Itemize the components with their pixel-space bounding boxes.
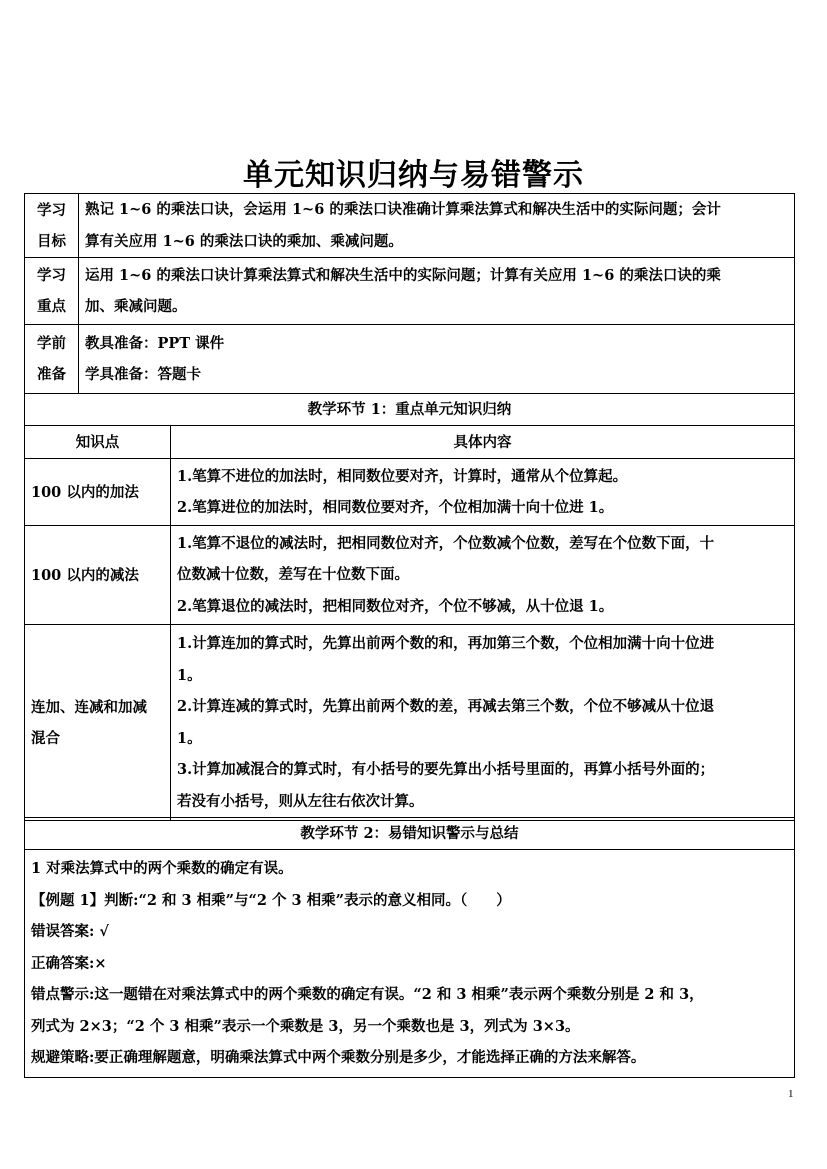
row-content: 运用 1~6 的乘法口诀计算乘法算式和解决生活中的实际问题；计算有关应用 1~6 的乘法口诀的乘 加、乘减问题。 <box>79 258 795 325</box>
content-cell: 1.笔算不退位的减法时，把相同数位对齐，个位数减个位数，差写在个位数下面，十 位数减十位数，差写在十位数下面。 2.笔算退位的减法时，把相同数位对齐，个位不够减，从十位退 1。 <box>171 526 795 625</box>
topic-cell: 100 以内的加法 <box>25 459 171 526</box>
column-header-row <box>25 426 795 459</box>
page-number: 1 <box>788 1088 794 1100</box>
intro-row-prep <box>25 325 795 394</box>
section-header: 教学环节 2：易错知识警示与总结 <box>25 818 795 850</box>
section-header-row <box>25 394 795 426</box>
column-header-content: 具体内容 <box>171 426 795 459</box>
section-header-row <box>25 818 795 850</box>
mistakes-table <box>24 817 795 1078</box>
intro-table <box>24 193 795 394</box>
table-row <box>25 459 795 526</box>
intro-row-focus <box>25 258 795 325</box>
row-content: 教具准备：PPT 课件 学具准备：答题卡 <box>79 325 795 394</box>
table-row <box>25 526 795 625</box>
row-label: 学习 目标 <box>25 194 79 258</box>
topic-cell: 100 以内的减法 <box>25 526 171 625</box>
mistake-content: 1 对乘法算式中的两个乘数的确定有误。 【例题 1】判断:“2 和 3 相乘”与“2 个 3 相乘”表示的意义相同。（ ） 错误答案: √ 正确答案:× 错点警示:这一题错在对乘法算式中的两个乘数的确定有误。“2 和 3 相乘”表示两个乘数分别是 2 和 3， 列式为 2×3；“2 个 3 相乘”表示一个乘数是 3，另一个乘数也是 3，列式为 3×3。 规避策略:要正确理解题意，明确乘法算式中两个乘数分别是多少，才能选择正确的方法来解答。 <box>25 850 795 1078</box>
knowledge-table <box>24 393 795 821</box>
intro-row-goal <box>25 194 795 258</box>
section-header: 教学环节 1：重点单元知识归纳 <box>25 394 795 426</box>
column-header-topic: 知识点 <box>25 426 171 459</box>
row-content: 熟记 1~6 的乘法口诀，会运用 1~6 的乘法口诀准确计算乘法算式和解决生活中的实际问题；会计 算有关应用 1~6 的乘法口诀的乘加、乘减问题。 <box>79 194 795 258</box>
topic-cell: 连加、连减和加减 混合 <box>25 625 171 821</box>
mistake-content-row <box>25 850 795 1078</box>
page-title: 单元知识归纳与易错警示 <box>243 158 584 193</box>
content-cell: 1.笔算不进位的加法时，相同数位要对齐，计算时，通常从个位算起。 2.笔算进位的加法时，相同数位要对齐，个位相加满十向十位进 1。 <box>171 459 795 526</box>
content-cell: 1.计算连加的算式时，先算出前两个数的和，再加第三个数，个位相加满十向十位进 1。 2.计算连减的算式时，先算出前两个数的差，再减去第三个数，个位不够减从十位退 1。 3.计算加减混合的算式时，有小括号的要先算出小括号里面的，再算小括号外面的； 若没有小括号，则从左往右依次计算。 <box>171 625 795 821</box>
table-row <box>25 625 795 821</box>
row-label: 学习 重点 <box>25 258 79 325</box>
row-label: 学前 准备 <box>25 325 79 394</box>
